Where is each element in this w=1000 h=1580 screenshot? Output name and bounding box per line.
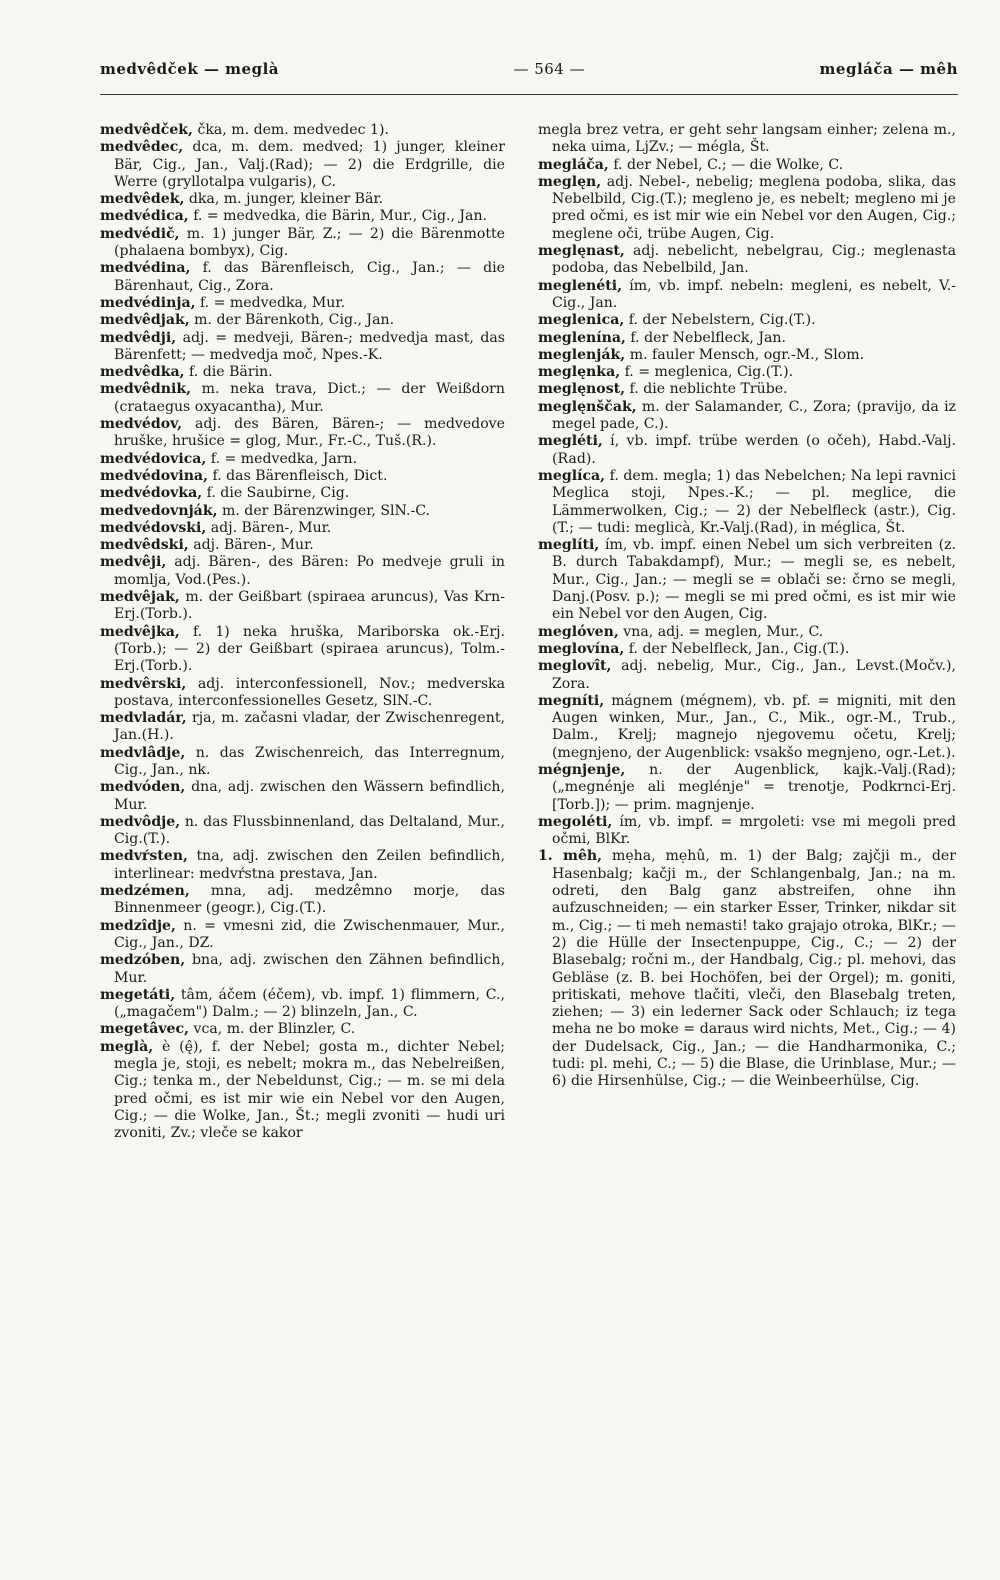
page-number: — 564 — [513, 60, 586, 78]
dictionary-entry [538, 278, 956, 313]
dictionary-entry [538, 312, 956, 329]
entry-definition: f. das Bärenfleisch, Cig., Jan.; — die Bärenhaut, Cig., Zora. [114, 260, 505, 294]
entry-definition: mna, adj. medzêmno morje, das Binnenmeer (geogr.), Cig.(T.). [114, 883, 505, 917]
entry-headword: meglovît, [538, 658, 612, 675]
entry-headword: medvédovka, [100, 485, 203, 502]
entry-definition: dca, m. dem. medved; 1) junger, kleiner Bär, Cig., Jan., Valj.(Rad); — 2) die Erdgrille, die Werre (gryllotalpa vulgaris), C. [114, 139, 505, 190]
dictionary-entry [538, 433, 956, 468]
entry-headword: medvédovina, [100, 467, 208, 484]
dictionary-entry [538, 174, 956, 243]
entry-definition: n. das Flussbinnenland, das Deltaland, Mur., Cig.(T.). [114, 813, 505, 848]
dictionary-entry [100, 122, 505, 139]
entry-headword: meglęnščak, [538, 398, 637, 415]
dictionary-entry [538, 243, 956, 278]
entry-headword: meglęnast, [538, 243, 625, 260]
dictionary-entry [100, 554, 505, 589]
entry-headword: 1. mêh, [538, 848, 603, 865]
entry-headword: megníti, [538, 692, 605, 709]
entry-definition: f. der Nebel, C.; — die Wolke, C. [608, 156, 844, 173]
entry-definition: n. der Augenblick, kajk.-Valj.(Rad); („megnénje ali meglénje" = trenotje, Podkrnci-Erj.[Torb.]); — prim. magnjenje. [552, 761, 956, 813]
entry-headword: medvladár, [100, 710, 187, 727]
dictionary-entry [538, 762, 956, 814]
entry-definition: vca, m. der Blinzler, C. [189, 1021, 356, 1038]
dictionary-entry [100, 710, 505, 745]
entry-headword: medzémen, [100, 883, 190, 900]
entry-definition: f. das Bärenfleisch, Dict. [207, 467, 388, 484]
entry-headword: medvêdnik, [100, 381, 192, 398]
entry-definition: m. der Geißbart (spiraea aruncus), Vas Krn-Erj.(Torb.). [114, 589, 505, 623]
entry-headword: megoléti, [538, 813, 613, 830]
dictionary-entry [100, 503, 505, 520]
header-rule [100, 94, 958, 95]
entry-headword: meglíti, [538, 537, 600, 554]
entry-headword: medvédov, [100, 416, 183, 433]
entry-definition: megla brez vetra, er geht sehr langsam einher; zelena m., neka uima, LjZv.; — mégla, Št. [538, 122, 956, 156]
dictionary-entry [100, 364, 505, 381]
dictionary-entry [100, 883, 505, 918]
entry-definition: mẹha, mẹhû, m. 1) der Balg; zajčji m., der Hasenbalg; kačji m., der Schlangenbalg, Jan.; na m. odreti, den Balg ganz abstreifen, ohne ihn aufzuschneiden; — ein starker Esser, Trinker, nikdar sit m., Cig.; — ti meh nemasti! tako grajajo otroka, BlKr.; — 2) die Hülle der Insectenpuppe, Cig., C.; — 2) der Blasebalg; ročni m., der Handbalg, Cig.; pl. mehovi, das Gebläse (z. B. bei Hochöfen, bei der Orgel); m. goniti, pritiskati, mehove tlačiti, vleči, den Blasebalg treten, ziehen; — 3) ein lederner Sack oder Schlauch; iz tega meha ne bo moke = daraus wird nichts, Met., Cig.; — 4) der Dudelsack, Cig., Jan.; — die Handharmonika, C.; tudi: pl. mehi, C.; — 5) die Blase, die Urinblase, Mur.; — 6) die Hirsenhülse, Cig.; — die Weinbeerhülse, Cig. [552, 848, 956, 1090]
entry-definition: f. der Nebelstern, Cig.(T.). [624, 312, 816, 329]
entry-headword: megetâvec, [100, 1021, 189, 1038]
entry-headword: medvêjka, [100, 623, 180, 640]
entry-definition: ím, vb. impf. = mrgoleti: vse mi megoli pred očmi, BlKr. [552, 813, 956, 848]
entry-definition: m. der Bärenkoth, Cig., Jan. [189, 312, 395, 329]
dictionary-entry [100, 226, 505, 261]
dictionary-entry [100, 295, 505, 312]
dictionary-entry [538, 381, 956, 398]
dictionary-entry [100, 451, 505, 468]
entry-headword: medvêdji, [100, 329, 177, 346]
left-column [100, 122, 505, 1564]
entry-definition: adj. nebelicht, nebelgrau, Cig.; meglenasta podoba, das Nebelbild, Jan. [552, 243, 956, 277]
dictionary-entry [100, 381, 505, 416]
entry-headword: medvêdjak, [100, 312, 190, 329]
entry-definition: f. die neblichte Trübe. [625, 381, 788, 398]
entry-definition: rja, m. začasni vladar, der Zwischenregent, Jan.(H.). [114, 710, 505, 744]
entry-headword: meglíca, [538, 467, 606, 484]
entry-definition: f. dem. megla; 1) das Nebelchen; Na lepi ravnici Meglica stoji, Npes.-K.; — pl. meglice, die Lämmerwolken, Cig.; — 2) der Nebelfleck (astr.), Cig.(T.; — tudi: meglicà, Kr.-Valj.(Rad), in méglica, Št. [552, 467, 956, 536]
entry-headword: medvóden, [100, 779, 186, 796]
entry-headword: medvêdka, [100, 364, 185, 381]
dictionary-entry [538, 157, 956, 174]
entry-definition: í, vb. impf. trübe werden (o očeh), Habd.-Valj.(Rad). [552, 433, 956, 467]
entry-definition: ím, vb. impf. einen Nebel um sich verbreiten (z. B. durch Tabakdampf), Mur.; — megli se, es nebelt, Mur., Cig., Jan.; — megli se = oblači se: črno se megli, Danj.(Posv. p.); — megli se mi pred očmi, es ist mir wie ein Nebel vor den Augen, Cig. [552, 537, 956, 623]
entry-definition: n. das Zwischenreich, das Interregnum, Cig., Jan., nk. [114, 744, 505, 778]
entry-definition: ím, vb. impf. nebeln: megleni, es nebelt, V.-Cig., Jan. [552, 277, 956, 311]
header-right-guide: megláča — mêh [819, 60, 958, 78]
entry-definition: f. = medvedka, Jarn. [206, 450, 358, 467]
right-column [538, 122, 956, 1564]
entry-headword: medvŕsten, [100, 848, 188, 865]
entry-headword: megléti, [538, 433, 603, 450]
entry-definition: vna, adj. = meglen, Mur., C. [618, 623, 824, 640]
entry-headword: meglenína, [538, 329, 626, 346]
entry-definition: bna, adj. zwischen den Zähnen befindlich, Mur. [114, 952, 505, 986]
dictionary-entry [100, 745, 505, 780]
entry-definition: m. 1) junger Bär, Z.; — 2) die Bärenmotte (phalaena bombyx), Cig. [114, 225, 505, 260]
entry-headword: medvédovski, [100, 519, 207, 536]
entry-definition: dka, m. junger, kleiner Bär. [184, 191, 384, 208]
entry-headword: medvêdček, [100, 122, 193, 138]
entry-headword: medvlâdje, [100, 744, 186, 761]
entry-headword: medzóben, [100, 952, 186, 969]
dictionary-entry [100, 520, 505, 537]
entry-definition: adj. Bären-, Mur. [188, 537, 314, 554]
dictionary-entry [538, 624, 956, 641]
dictionary-entry [100, 1039, 505, 1143]
entry-headword: megláča, [538, 156, 609, 173]
entry-definition: adj. Bären-, Mur. [206, 519, 332, 536]
dictionary-entry [100, 260, 505, 295]
dictionary-entry [538, 641, 956, 658]
entry-headword: medvédinja, [100, 294, 196, 311]
entry-definition: n. = vmesni zid, die Zwischenmauer, Mur., Cig., Jan., DZ. [114, 917, 505, 951]
dictionary-entry [100, 191, 505, 208]
entry-definition: mágnem (mégnem), vb. pf. = migniti, mit den Augen winken, Mur., Jan., C., Mik., ogr.-M., Trub., Dalm., Krelj; magnejo njegovemu očetu, Krelj; (megnjeno, der Augenblick: vsakšo megnjeno, ogr.-Let.). [552, 692, 956, 761]
dictionary-entry [538, 537, 956, 623]
dictionary-entry [100, 208, 505, 225]
dictionary-entry [538, 658, 956, 693]
dictionary-entry [538, 468, 956, 537]
entry-headword: meglęn, [538, 173, 602, 190]
dictionary-entry [100, 312, 505, 329]
entry-headword: meglóven, [538, 623, 619, 640]
entry-headword: medvêdski, [100, 537, 189, 554]
entry-definition: f. = meglenica, Cig.(T.). [620, 364, 794, 381]
entry-definition: adj. Nebel-, nebelig; meglena podoba, slika, das Nebelbild, Cig.(T.); megleno je, es nebelt; megleno mi je pred očmi, es ist mir wie ein Nebel vor den Augen, Cig.; meglene oči, trübe Augen, Cig. [552, 173, 956, 242]
dictionary-entry [538, 848, 956, 1090]
dictionary-entry [100, 624, 505, 676]
entry-definition: m. fauler Mensch, ogr.-M., Slom. [625, 346, 865, 363]
entry-definition: adj. des Bären, Bären-; — medvedove hruške, hrušice = glog, Mur., Fr.-C., Tuš.(R.). [114, 416, 505, 450]
dictionary-entry [100, 1021, 505, 1038]
entry-definition: f. die Saubirne, Cig. [202, 485, 350, 502]
entry-headword: medvédovica, [100, 450, 207, 467]
entry-headword: meglęnka, [538, 364, 621, 381]
entry-headword: meglenica, [538, 312, 625, 329]
dictionary-entry [100, 952, 505, 987]
entry-definition: adj. nebelig, Mur., Cig., Jan., Levst.(Močv.), Zora. [552, 658, 956, 692]
dictionary-entry [100, 814, 505, 849]
dictionary-entry [100, 589, 505, 624]
entry-definition: adj. = medveji, Bären-; medvedja mast, das Bärenfett; — medvedja moč, Npes.-K. [114, 329, 505, 363]
entry-headword: medvedovnják, [100, 502, 218, 519]
entry-definition: tâm, áčem (éčem), vb. impf. 1) flimmern, C., („magačem") Dalm.; — 2) blinzeln, Jan., C. [114, 986, 505, 1021]
dictionary-entry [100, 987, 505, 1022]
entry-definition: m. neka trava, Dict.; — der Weißdorn (crataegus oxyacantha), Mur. [114, 381, 505, 415]
entry-definition: adj. interconfessionell, Nov.; medverska postava, interconfessionelles Gesetz, SlN.-C. [114, 675, 505, 709]
dictionary-entry [100, 330, 505, 365]
dictionary-entry [538, 399, 956, 434]
header-left-guide: medvêdček — meglà [100, 60, 279, 78]
dictionary-entry [538, 693, 956, 762]
entry-headword: medvêrski, [100, 675, 187, 692]
entry-definition: m. der Bärenzwinger, SlN.-C. [217, 502, 430, 519]
entry-headword: medvêdec, [100, 139, 184, 156]
dictionary-entry [100, 537, 505, 554]
entry-headword: medzîdje, [100, 917, 176, 934]
entry-headword: meglenéti, [538, 277, 623, 294]
dictionary-entry [100, 485, 505, 502]
entry-definition: adj. Bären-, des Bären: Po medveje gruli in momlja, Vod.(Pes.). [114, 554, 505, 588]
entry-headword: meglenják, [538, 346, 626, 363]
dictionary-entry [538, 364, 956, 381]
entry-headword: meglęnost, [538, 381, 626, 398]
entry-definition: m. der Salamander, C., Zora; (pravijo, da iz megel pade, C.). [552, 398, 956, 433]
entry-definition: f. = medvedka, Mur. [195, 294, 346, 311]
entry-headword: medvédica, [100, 208, 189, 225]
entry-headword: meglà, [100, 1038, 154, 1055]
dictionary-entry [100, 918, 505, 953]
entry-definition: f. 1) neka hruška, Mariborska ok.-Erj.(Torb.); — 2) der Geißbart (spiraea aruncus), Tolm.-Erj.(Torb.). [114, 623, 505, 675]
entry-headword: medvédič, [100, 225, 180, 242]
dictionary-entry [100, 676, 505, 711]
entry-headword: mégnjenje, [538, 761, 626, 778]
entry-definition: dna, adj. zwischen den Wässern befindlich, Mur. [114, 779, 505, 813]
entry-headword: megetáti, [100, 986, 176, 1003]
entry-definition: tna, adj. zwischen den Zeilen befindlich, interlinear: medvŕstna prestava, Jan. [114, 848, 505, 882]
dictionary-entry [538, 122, 956, 157]
page-header [100, 60, 958, 90]
entry-definition: čka, m. dem. medvedec 1). [192, 122, 389, 138]
dictionary-entry [538, 347, 956, 364]
dictionary-entry [100, 468, 505, 485]
entry-headword: medvôdje, [100, 813, 181, 830]
dictionary-entry [100, 139, 505, 191]
entry-definition: f. = medvedka, die Bärin, Mur., Cig., Jan. [188, 208, 488, 225]
entry-headword: medvêjak, [100, 589, 180, 606]
entry-headword: medvêji, [100, 554, 167, 571]
dictionary-entry [538, 330, 956, 347]
entry-definition: f. der Nebelfleck, Jan. [625, 329, 786, 346]
entry-definition: f. die Bärin. [184, 364, 273, 381]
entry-headword: medvêdek, [100, 191, 185, 208]
entry-headword: medvédina, [100, 260, 191, 277]
entry-definition: è (ę̂), f. der Nebel; gosta m., dichter Nebel; megla je, stoji, es nebelt; mokra m., das Nebelreißen, Cig.; tenka m., der Nebeldunst, Cig.; — m. se mi dela pred očmi, es ist mir wie ein Nebel vor den Augen, Cig.; — die Wolke, Jan., Št.; megli zvoniti — hudi uri zvoniti, Zv.; vleče se kakor [114, 1038, 505, 1142]
dictionary-entry [100, 848, 505, 883]
dictionary-entry [100, 416, 505, 451]
dictionary-entry [100, 779, 505, 814]
entry-definition: f. der Nebelfleck, Jan., Cig.(T.). [624, 640, 850, 657]
entry-headword: meglovína, [538, 640, 625, 657]
dictionary-entry [538, 814, 956, 849]
